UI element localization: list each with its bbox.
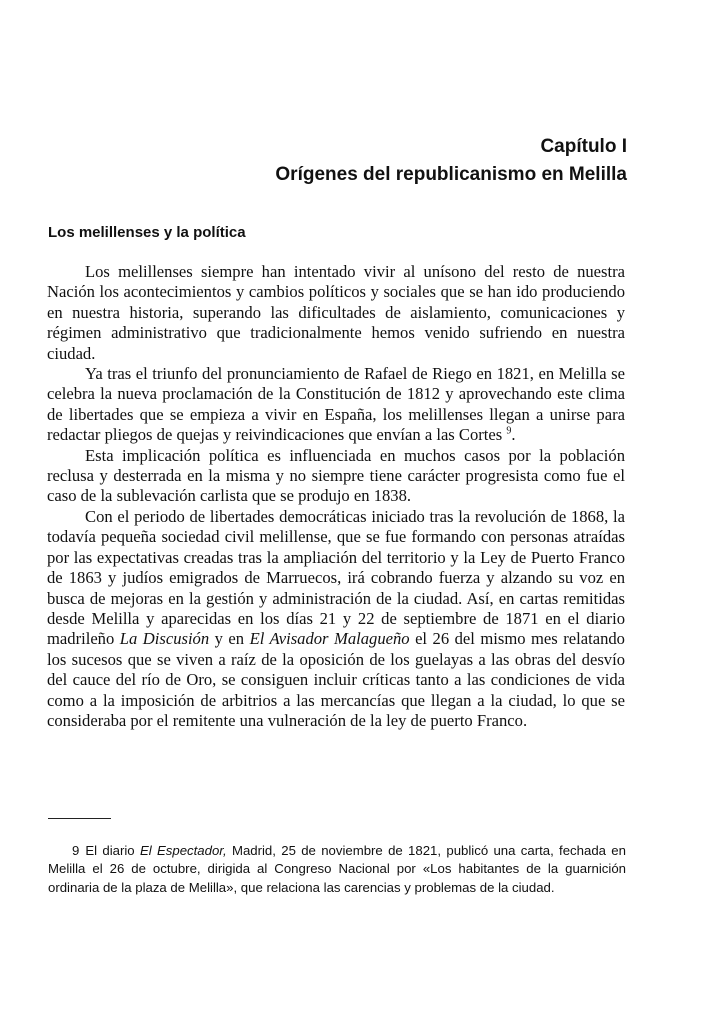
paragraph-4-part-b: y en [214, 629, 245, 649]
paragraph-2-text: Ya tras el triunfo del pronunciamiento de Rafael de Riego en 1821, en Melilla se celebra la nueva proclamación de la Constitución de 1812 y aprovechando este clima de libertades que se empieza a vivir en España, los melillenses llegan a unirse para redactar pliegos de quejas y reivindicaciones que envían a las Cortes [47, 364, 625, 445]
body-text [47, 262, 625, 731]
footnote-text-a: El diario [85, 843, 135, 858]
paragraph-4-part-c: el 26 del mismo mes relatando los sucesos que se viven a raíz de la oposición de los guelayas a las obras del desvío del cauce del río de Oro, se consiguen incluir críticas tanto a las condiciones de vida como a la imposición de arbitrios a las mercancías que llegan a la ciudad, lo que se consideraba por el remitente una vulneración de la ley de puerto Franco. [47, 629, 625, 730]
paragraph-4-part-a: Con el periodo de libertades democráticas iniciado tras la revolución de 1868, la todavía pequeña sociedad civil melillense, que se fue formando con personas atraídas por las expectativas creadas tras la ampliación del territorio y la Ley de Puerto Franco de 1863 y judíos emigrados de Marruecos, irá cobrando fuerza y alzando su voz en busca de mejoras en la gestión y administración de la ciudad. Así, en cartas remitidas desde Melilla y aparecidas en los días 21 y 22 de septiembre de 1871 en el diario madrileño [47, 506, 625, 649]
paragraph-2 [47, 364, 625, 446]
footnote-reference[interactable]: 9 [506, 425, 512, 437]
paragraph-1: Los melillenses siempre han intentado vivir al unísono del resto de nuestra Nación los acontecimientos y cambios políticos y sociales que se han ido produciendo en nuestra historia, superando las dificultades de aislamiento, comunicaciones y régimen administrativo que tradicionalmente hemos venido sufriendo en nuestra ciudad. [47, 262, 625, 363]
newspaper-title-la-discusion: La Discusión [119, 629, 210, 649]
paragraph-2-end: . [511, 425, 516, 445]
footnote-text-b: Madrid, 25 de noviembre de 1821, publicó una carta, fechada en Melilla el 26 de octubre, dirigida al Congreso Nacional por «Los habitantes de la guarnición ordinaria de la plaza de Melilla», que relaciona las carencias y problemas de la ciudad. [48, 843, 626, 895]
newspaper-title-el-avisador: El Avisador Malagueño [249, 629, 410, 649]
footnote [48, 842, 626, 897]
footnote-newspaper-title: El Espectador, [139, 843, 227, 858]
chapter-number: Capítulo I [540, 136, 627, 157]
paragraph-4 [47, 507, 625, 731]
section-heading: Los melillenses y la política [48, 224, 246, 241]
chapter-title: Orígenes del republicanismo en Melilla [275, 164, 627, 185]
footnote-separator [48, 818, 111, 819]
chapter-heading [275, 133, 627, 189]
footnote-number: 9 [72, 843, 80, 858]
paragraph-3: Esta implicación política es influenciada en muchos casos por la población reclusa y desterrada en la misma y no siempre tiene carácter progresista como fue el caso de la sublevación carlista que se produjo en 1838. [47, 445, 625, 506]
